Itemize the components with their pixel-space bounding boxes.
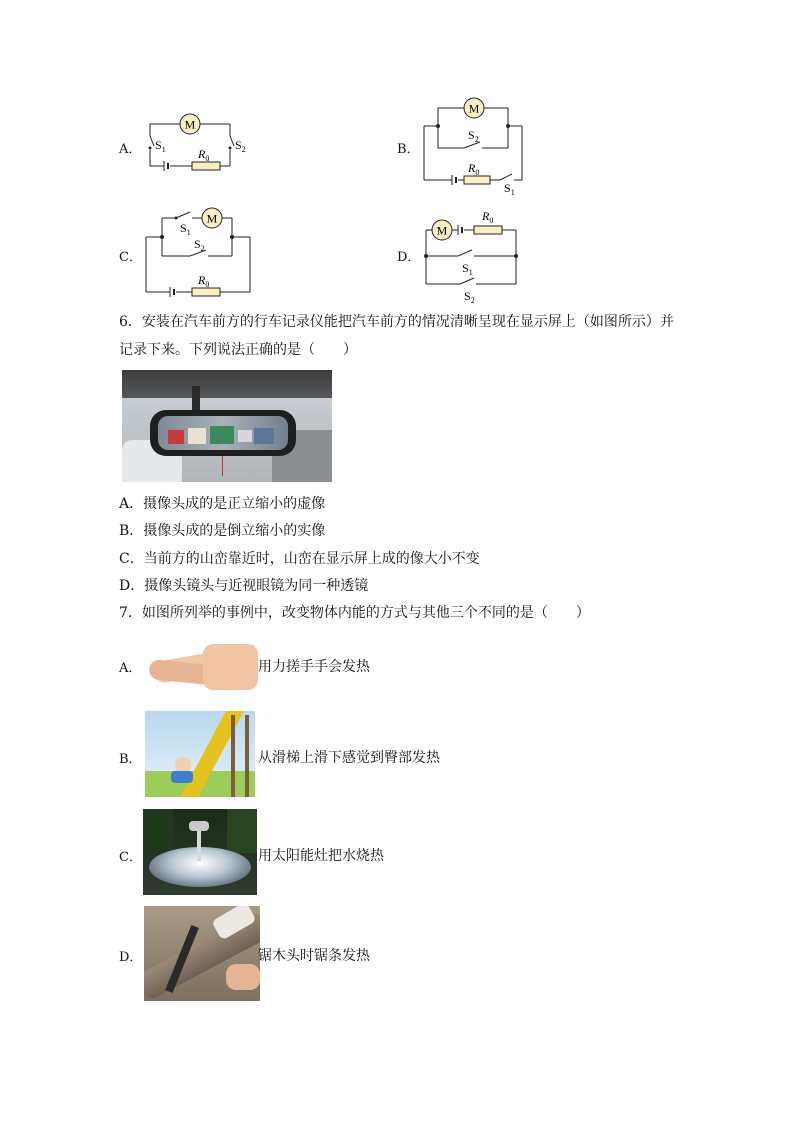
- motor-a-label: M: [184, 117, 196, 132]
- svg-text:R0: $R_0$: [198, 273, 210, 289]
- q7-option-d-letter: D．: [119, 950, 143, 965]
- option-c-letter: C．: [119, 250, 142, 265]
- option-d-letter: D．: [397, 250, 421, 265]
- q6-option-d: D．摄像头镜头与近视眼镜为同一种透镜: [119, 578, 369, 594]
- q7-stem: 7．如图所列举的事例中，改变物体内能的方式与其他三个不同的是（ ）: [119, 605, 590, 621]
- svg-text:S1: $S_1$: [462, 261, 473, 277]
- q7-option-d-text: 锯木头时锯条发热: [258, 948, 370, 964]
- q7-option-b-letter: B．: [119, 752, 142, 767]
- svg-text:S2: $S_2$: [194, 237, 205, 253]
- q7-option-a-text: 用力搓手手会发热: [258, 659, 370, 675]
- slide-illustration: [145, 711, 255, 797]
- svg-text:S1: $S_1$: [180, 221, 191, 237]
- svg-text:R0: $R_0$: [198, 147, 210, 163]
- q6-option-c: C．当前方的山峦靠近时，山峦在显示屏上成的像大小不变: [119, 551, 480, 567]
- q6-stem-line2: 记录下来。下列说法正确的是（ ）: [119, 342, 357, 358]
- q6-option-a: A．摄像头成的是正立缩小的虚像: [119, 496, 326, 512]
- svg-text:S2: $S_2$: [468, 128, 479, 144]
- rubbing-hands-photo: [143, 628, 258, 700]
- dashcam-photo: [122, 370, 332, 482]
- option-b-letter: B．: [397, 142, 420, 157]
- option-a-letter: A．: [119, 142, 142, 157]
- svg-text:S2: $S_2$: [235, 138, 246, 154]
- svg-text:M: M: [436, 223, 448, 238]
- sawing-wood-photo: [144, 906, 260, 1001]
- resistor-c: [192, 288, 220, 296]
- svg-text:M: M: [206, 211, 218, 226]
- battery-b: [452, 175, 456, 185]
- solar-cooker-photo: [143, 809, 257, 895]
- svg-text:M: M: [468, 101, 480, 116]
- resistor-b: [464, 176, 490, 184]
- battery-c: [170, 287, 174, 297]
- q6-stem-line1: 6．安装在汽车前方的行车记录仪能把汽车前方的情况清晰呈现在显示屏上（如图所示）并: [119, 314, 674, 330]
- circuit-a: [140, 108, 260, 178]
- q7-option-a-letter: A．: [119, 661, 142, 676]
- battery-a: [164, 161, 168, 171]
- svg-text:S1: $S_1$: [504, 181, 515, 197]
- resistor-d: [474, 226, 502, 234]
- svg-text:S2: $S_2$: [464, 289, 475, 305]
- q7-option-c-letter: C．: [119, 850, 142, 865]
- q6-option-b: B．摄像头成的是倒立缩小的实像: [119, 523, 326, 539]
- circuit-c: [140, 200, 258, 300]
- circuit-d: [416, 202, 526, 306]
- circuit-b: [416, 94, 530, 198]
- battery-d: [458, 225, 462, 235]
- svg-text:S1: $S_1$: [155, 138, 166, 154]
- q7-option-c-text: 用太阳能灶把水烧热: [258, 848, 384, 864]
- svg-text:R0: $R_0$: [468, 161, 480, 177]
- q7-option-b-text: 从滑梯上滑下感觉到臀部发热: [258, 750, 440, 766]
- svg-text:R0: $R_0$: [482, 209, 494, 225]
- resistor-a: [192, 162, 220, 170]
